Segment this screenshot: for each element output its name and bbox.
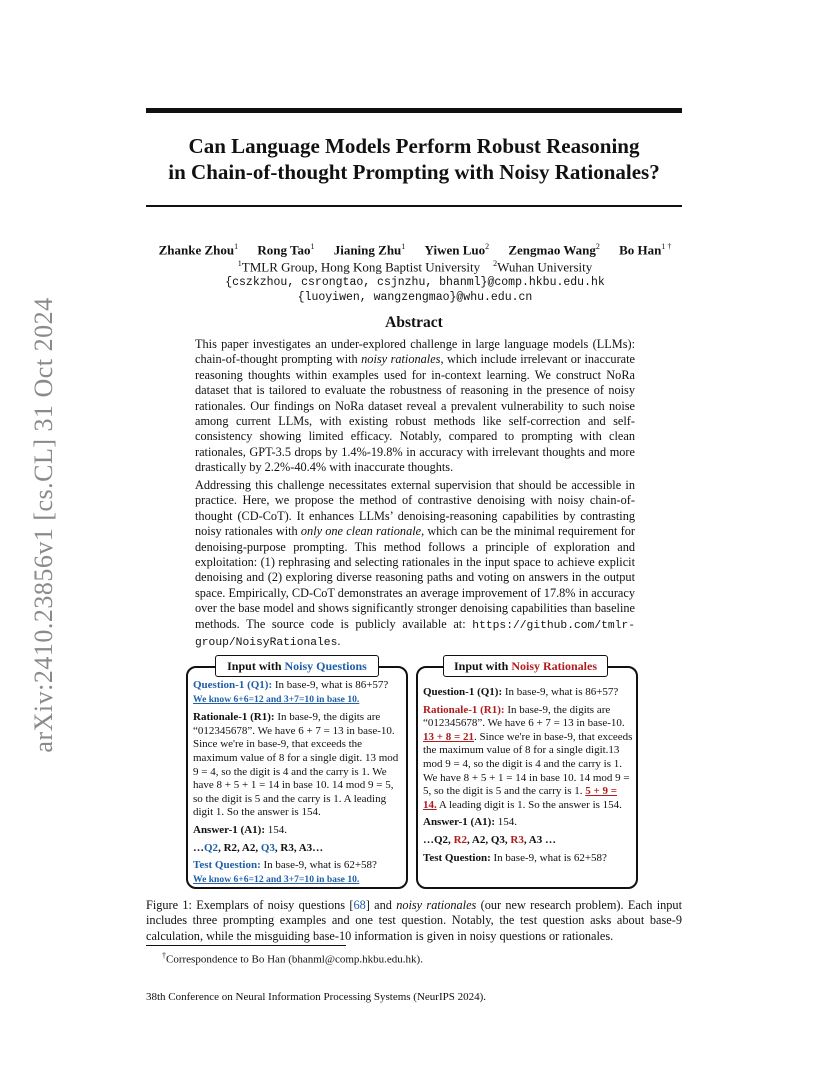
author: Rong Tao$^1$	[257, 242, 315, 258]
top-rule	[146, 108, 682, 113]
noisy-rationales-content: Question-1 (Q1): In base-9, what is 86+57? Rationale-1 (R1): In base-9, the digits are “012345678”. We have 6 + 7 = 13 in base-10. 13 + 8 = 21. Since we're in base-9, that exceeds the maximum value of 8 for a single digit.13 mod 9 = 4, so the digit is 4 and the carry is 1. We have 8 + 5 + 1 = 14 in base 10. 14 mod 9 = 5, so the digit is 5 and the carry is 1. 5 + 9 = 14. A leading digit is 1. So the answer is 154. Answer-1 (A1): 154. …Q2, R2, A2, Q3, R3, A3 … Test Question: In base-9, what is 62+58?	[423, 686, 633, 864]
author: Zhanke Zhou$^1$	[158, 242, 239, 258]
abstract-heading: Abstract	[385, 314, 443, 331]
noisy-thought-2: 5 + 9 = 14.	[423, 785, 618, 811]
author: Bo Han$^{1 \dagger}$	[619, 242, 672, 258]
paper-title	[146, 133, 682, 185]
author: Zengmao Wang$^2$	[508, 242, 600, 258]
noise-sentence: We know 6+6=12 and 3+7=10 in base 10.	[193, 693, 360, 705]
abstract-paragraph-1: This paper investigates an under-explored challenge in large language models (LLMs): chain-of-thought prompting with noisy rationales, which include irrelevant or inaccurate reasoning thoughts within examples used for in-context learning. We construct NoRa dataset that is tailored to evaluate the robustness of reasoning in the presence of noisy rationales. Our findings on NoRa dataset reveal a prevalent vulnerability to such noise among current LLMs, with existing robust methods like self-correction and self-consistency showing limited efficacy. Notably, compared to prompting with clean rationales, GPT-3.5 drops by 1.4%-19.8% in accuracy with irrelevant thoughts and more drastically by 2.2%-40.4% with inaccurate thoughts.	[195, 337, 636, 475]
arxiv-sidebar	[24, 290, 64, 760]
author: Jianing Zhu$^1$	[333, 242, 406, 258]
author: Yiwen Luo$^2$	[424, 242, 490, 258]
emails-whu: {luoyiwen, wangzengmao}@whu.edu.cn	[297, 291, 533, 304]
code-link[interactable]: https://github.com/tmlr-group/NoisyRationales	[195, 619, 635, 650]
citation-link[interactable]: 68	[353, 898, 366, 912]
tab-noisy-rationales: Input with Noisy Rationales	[443, 655, 608, 677]
conference-note: 38th Conference on Neural Information Processing Systems (NeurIPS 2024).	[146, 991, 487, 1003]
title-line-1: Can Language Models Perform Robust Reasoning	[188, 134, 640, 158]
emails-hkbu: {cszkzhou, csrongtao, csjnzhu, bhanml}@comp.hkbu.edu.hk	[225, 276, 605, 289]
arxiv-identifier: arXiv:2410.23856v1 [cs.CL] 31 Oct 2024	[29, 297, 58, 753]
figure-caption: Figure 1: Exemplars of noisy questions [68] and noisy rationales (our new research problem). Each input includes three prompting examples and one test question. Notably, the test question asks about base-9 calculation, while the misguiding base-10 information is given in noisy questions or rationales.	[146, 898, 682, 943]
title-line-2: in Chain-of-thought Prompting with Noisy Rationales?	[168, 160, 660, 184]
footnote: †Correspondence to Bo Han (bhanml@comp.hkbu.edu.hk).	[162, 951, 423, 966]
noise-sentence-test: We know 6+6=12 and 3+7=10 in base 10.	[193, 873, 360, 885]
tab-noisy-questions: Input with Noisy Questions	[215, 655, 379, 677]
affiliations: $^1$TMLR Group, Hong Kong Baptist University $^2$Wuhan University	[237, 259, 593, 275]
footnote-rule	[146, 945, 346, 946]
noisy-thought-1: 13 + 8 = 21	[423, 730, 475, 743]
noisy-questions-content: Question-1 (Q1): In base-9, what is 86+57? We know 6+6=12 and 3+7=10 in base 10. Rationale-1 (R1): In base-9, the digits are “012345678”. We have 6 + 7 = 13 in base-10. Since we're in base-9, that exceeds the maximum value of 8 for a single digit. 13 mod 9 = 4, so the digit is 4 and the carry is 1. We have 8 + 5 + 1 = 14 in base 10. 14 mod 9 = 5, so the digit is 5 and the carry is 1. A leading digit 1. So the answer is 154. Answer-1 (A1): 154. …Q2, R2, A2, Q3, R3, A3… Test Question: In base-9, what is 62+58? We know 6+6=12 and 3+7=10 in base 10.	[193, 679, 405, 890]
title-bottom-rule	[146, 205, 682, 207]
author-list	[120, 242, 710, 258]
abstract-paragraph-2: Addressing this challenge necessitates external supervision that should be accessible in practice. Here, we propose the method of contrastive denoising with noisy chain-of-thought (CD-CoT). It enhances LLMs’ denoising-reasoning capabilities by contrasting noisy rationales with only one clean rationale, which can be the minimal requirement for denoising-purpose prompting. This method follows a principle of exploration and exploitation: (1) rephrasing and selecting rationales in the input space to achieve explicit denoising and (2) exploring diverse reasoning paths and voting on answers in the output space. Empirically, CD-CoT demonstrates an average improvement of 17.8% in accuracy over the base model and shows significantly stronger denoising capabilities than baseline methods. The source code is publicly available at: https://github.com/tmlr-group/NoisyRationales.	[195, 478, 635, 650]
